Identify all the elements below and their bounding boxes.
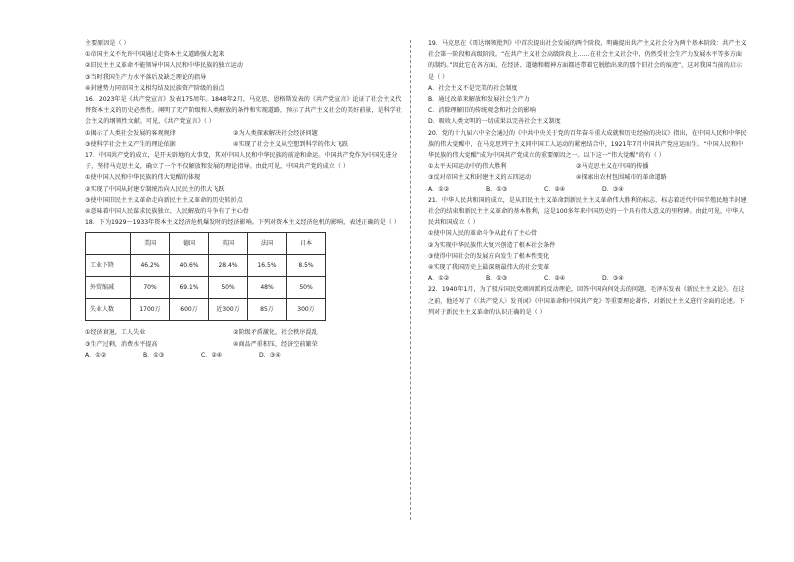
table-cell: 300万: [287, 299, 326, 321]
table-header-row: [86, 233, 326, 255]
q20-option-3: ③反对帝国主义和封建主义的五四运动: [428, 174, 531, 182]
q21-option-4: ④实现了我国历史上最深刻最伟大的社会变革: [428, 264, 550, 272]
q18-option-4: ④商品严重积压，经济空前繁荣: [233, 340, 318, 348]
answer-choice-c: C．②④: [544, 275, 566, 283]
table-header-cell: [86, 233, 131, 255]
table-cell: 8.5%: [287, 255, 326, 277]
table-row: [86, 277, 326, 299]
answer-choice-a: A．①②: [428, 275, 450, 283]
q20-answer-choices: [428, 184, 748, 195]
q15-tail: 主要原因是（ ）: [85, 40, 130, 47]
q20-options-row-1: [428, 161, 748, 172]
q20-option-4: ④探索出农村包围城市的革命道路: [576, 174, 667, 182]
q21-option-1: ①使中国人民的革命斗争从此有了主心骨: [428, 230, 538, 238]
q18-answer-choices: [85, 350, 405, 361]
q17-option-3: ③使中国旧民主主义革命走向新民主主义革命的历史转折点: [85, 196, 243, 204]
table-cell: 600万: [170, 299, 209, 321]
q22-stem: 22．1940年1月，为了驳斥国民党顽固派的反动理论，回答中国向何处去的问题，毛泽东发表《新民主主义论》。在这之前，他还写了《〈共产党人〉发刊词》《中国革命和中国共产党》等重要理论著作，对新民主主义进行全面的论述。下列对于新民主主义革命的认识正确的是（ ）: [428, 286, 745, 316]
q18-options-row-1: [85, 327, 405, 338]
crisis-table: [85, 232, 326, 321]
q21-option-2: ②为实现中华民族伟大复兴创造了根本社会条件: [428, 241, 556, 249]
table-header-cell: 德国: [170, 233, 209, 255]
q18-stem: 18．下为1929～1933年资本主义经济危机爆发时的经济影响。下列对资本主义经济危机的影响，表述正确的是（ ）: [85, 219, 400, 227]
table-header-cell: 美国: [131, 233, 170, 255]
q17-option-2: ②实现了中国从封建专制统治向人民民主的伟大飞跃: [85, 185, 225, 193]
q16-option-4: ④实现了社会主义从空想到科学的伟大飞跃: [233, 140, 349, 148]
q21-answer-choices: [428, 273, 748, 284]
table-cell: 40.6%: [170, 255, 209, 277]
table-cell: 50%: [209, 277, 248, 299]
table-cell: 28.4%: [209, 255, 248, 277]
answer-choice-b: B．①③: [486, 275, 508, 283]
answer-choice-d: D．③④: [602, 275, 624, 283]
table-cell: 48%: [248, 277, 287, 299]
q15-option-1: ①帝国主义不允许中国通过走资本主义道路强大起来: [85, 51, 225, 59]
table-cell: 50%: [287, 277, 326, 299]
table-cell: 85万: [248, 299, 287, 321]
table-header-cell: 英国: [209, 233, 248, 255]
left-column: [85, 38, 405, 361]
q19-option-d: D．吸收人类文明的一切成果以完善社会主义制度: [428, 118, 561, 126]
column-divider: [410, 40, 411, 520]
q18-option-3: ③生产过剩，消费水平提高: [85, 340, 158, 348]
answer-choice-d: D．③④: [259, 351, 281, 359]
q17-option-4: ④意味着中国人民谋求民族独立、人民解放的斗争有了主心骨: [85, 208, 249, 216]
table-cell: 46.2%: [131, 255, 170, 277]
answer-choice-c: C．②④: [544, 185, 566, 193]
table-cell: 外贸缩减: [86, 277, 131, 299]
q16-stem: 16．2023年是《共产党宣言》发表175周年。1848年2月，马克思、恩格斯发表的《共产党宣言》论证了社会主义代替资本主义的历史必然性，阐明了无产阶级和人类解放的条件和实现道路，预示了共产主义社会的美好前景，是科学社会主义的纲领性文献。可见，《共产党宣言》（ ）: [85, 96, 402, 126]
q16-options-row-1: [85, 128, 405, 139]
q21-stem: 21．中华人民共和国的成立，是从旧民主主义革命到新民主主义革命伟大胜利的标志，标志着近代中国半殖民地半封建社会的结束和新民主主义革命的基本胜利，这是100多年来中国历史的一个具有伟大意义的里程碑。由此可见，中华人民共和国成立（ ）: [428, 196, 747, 227]
q15-option-2: ②旧民主主义革命不能领导中国人民和中华民族的独立运动: [85, 62, 243, 70]
answer-choice-a: A．①②: [85, 351, 107, 359]
table-cell: 1700万: [131, 299, 170, 321]
table-header-cell: 法国: [248, 233, 287, 255]
table-cell: 69.1%: [170, 277, 209, 299]
q20-option-1: ①太平天国运动中的伟大胜利: [428, 163, 507, 171]
q20-stem: 20．党的十九届六中全会通过的《中共中央关于党的百年奋斗重大成就和历史经验的决议》指出，在中国人民和中华民族的伟大觉醒中，在马克思列宁主义同中国工人运动的紧密结合中，1921年7月中国共产党应运而生。“中国人民和中华民族的伟大觉醒”成为中国共产党成立的重要原因之一。以下这一“伟大觉醒”的有（ ）: [428, 129, 747, 160]
q15-option-4: ④封建势力同帝国主义相勾结及民族资产阶级的弱点: [85, 84, 225, 92]
answer-choice-b: B．①③: [143, 351, 165, 359]
q19-option-a: A．社会主义不是完美的社会制度: [428, 84, 518, 92]
q16-option-3: ③使科学社会主义产生的理论依据: [85, 140, 176, 148]
table-cell: 70%: [131, 277, 170, 299]
q15-option-3: ③当时我国生产力水平落后及缺乏理论的指导: [85, 73, 207, 81]
q18-option-1: ①经济衰退，工人失业: [85, 329, 146, 337]
q18-options-row-2: [85, 339, 405, 350]
q16-option-1: ①揭示了人类社会发展的客观规律: [85, 129, 176, 137]
answer-choice-c: C．②④: [201, 351, 223, 359]
q21-option-3: ③使得中国社会的发展方向发生了根本性变化: [428, 252, 550, 260]
answer-choice-b: B．①③: [486, 185, 508, 193]
q18-option-2: ②阶级矛盾激化，社会秩序混乱: [233, 329, 318, 337]
q16-options-row-2: [85, 139, 405, 150]
q20-option-2: ②马克思主义在中国的传播: [576, 163, 649, 171]
right-column: [428, 38, 748, 318]
q17-stem: 17．中国共产党的成立，是开天辟地的大事变，其对中国人民和中华民族的前途和命运。中国共产党作为中国先进分子，坚持马克思主义，确立了一个不仅解放和发展的理论指导。由此可见，中国共产党的成立（ ）: [85, 152, 398, 171]
table-cell: 近300万: [209, 299, 248, 321]
table-header-cell: 日本: [287, 233, 326, 255]
q19-option-b: B．通过改革来解放和发展社会生产力: [428, 96, 530, 104]
table-cell: 失业人数: [86, 299, 131, 321]
q16-option-2: ②为人类探索解决社会经济问题: [233, 129, 318, 137]
table-row: [86, 255, 326, 277]
q17-option-1: ①使中国人民和中华民族的伟大觉醒的体现: [85, 174, 201, 182]
table-row: [86, 299, 326, 321]
q20-options-row-2: [428, 172, 748, 183]
answer-choice-d: D．③④: [602, 185, 624, 193]
q19-option-c: C．消除理解旧的传统观念和社会的影响: [428, 107, 536, 115]
answer-choice-a: A．①②: [428, 185, 450, 193]
q19-stem: 19．马克思在《哥达纲领批判》中首次提出社会发展的两个阶段，明确提出共产主义社会分为两个基本阶段：共产主义社会第一阶段和高级阶段。“在共产主义社会高级阶段上……在社会主义社会中，仍然受社会生产力发展水平等多方面的制约。”因此它在各方面，在经济、道德和精神方面都还带着它脱胎出来的那个旧社会的痕迹”，这对我国当前的启示是（ ）: [428, 40, 747, 81]
table-cell: 16.5%: [248, 255, 287, 277]
table-cell: 工业下降: [86, 255, 131, 277]
